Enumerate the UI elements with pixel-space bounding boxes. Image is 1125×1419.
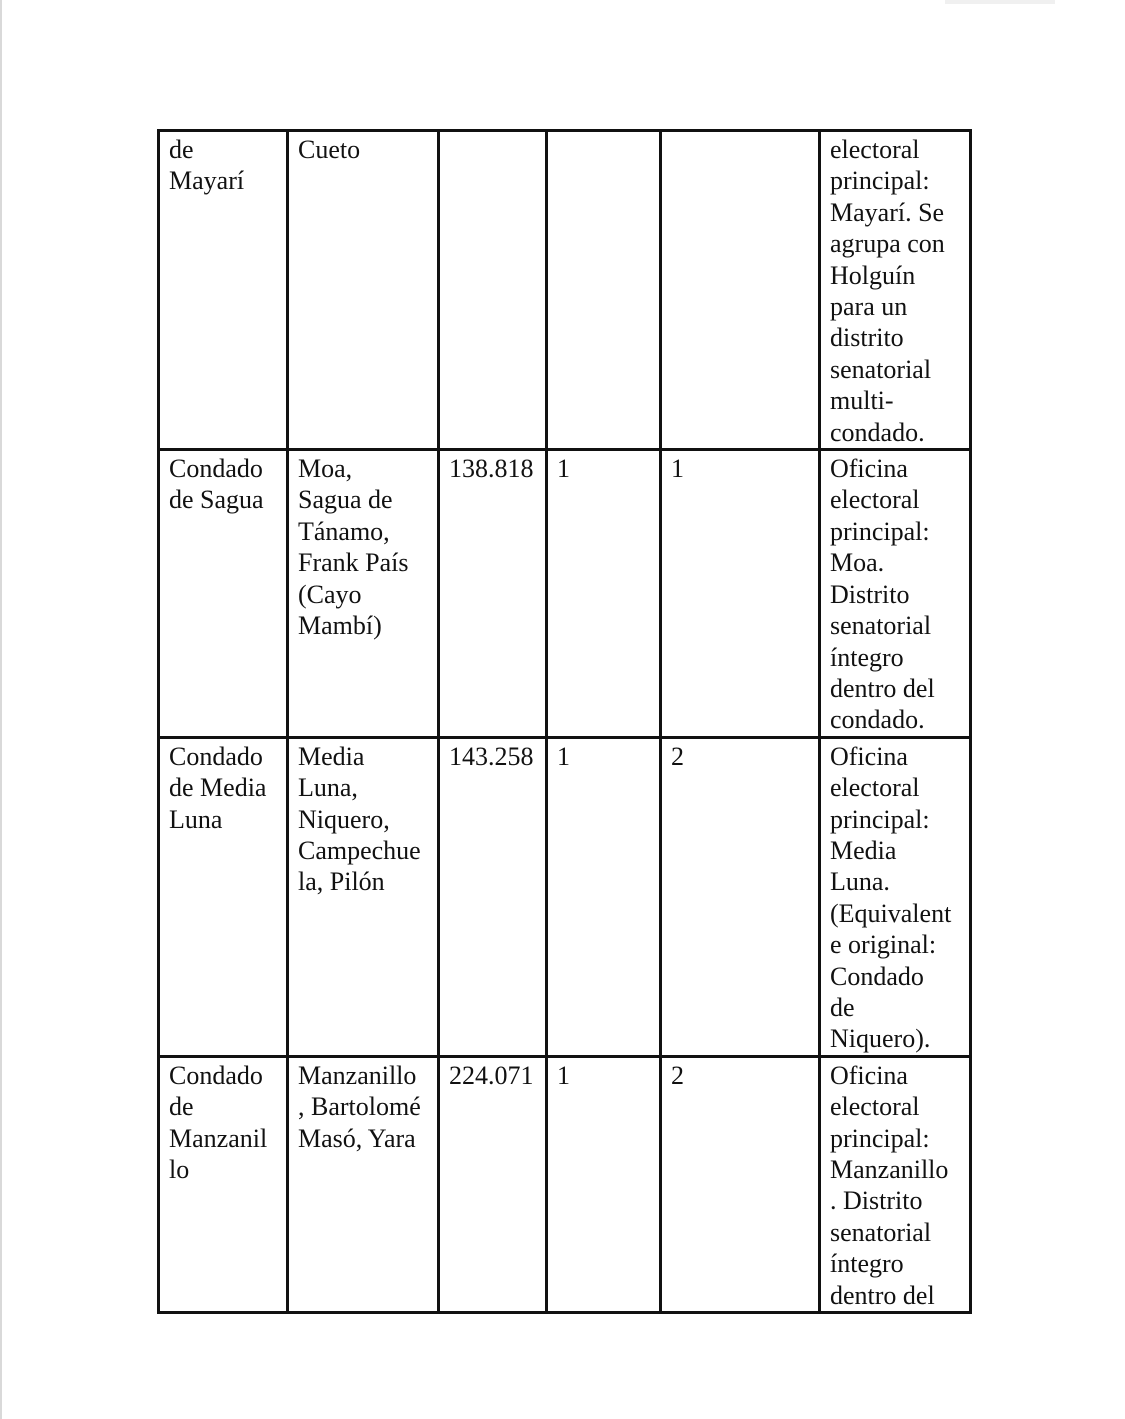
table-row <box>159 1056 971 1312</box>
cell-municipios: Moa, Sagua de Tánamo, Frank País (Cayo Mambí) <box>288 450 439 738</box>
cell-poblacion: 224.071 <box>439 1056 547 1312</box>
table-row <box>159 737 971 1056</box>
cell-notas: Oficina electoral principal: Moa. Distrito senatorial íntegro dentro del condado. <box>820 450 971 738</box>
table-row <box>159 450 971 738</box>
cell-col5 <box>661 131 820 450</box>
cell-municipios: Manzanillo , Bartolomé Masó, Yara <box>288 1056 439 1312</box>
cell-condado: Condado de Media Luna <box>159 737 288 1056</box>
cell-poblacion <box>439 131 547 450</box>
cell-municipios: Media Luna, Niquero, Campechue la, Pilón <box>288 737 439 1056</box>
cell-notas: Oficina electoral principal: Media Luna. (Equivalent e original: Condado de Niquero). <box>820 737 971 1056</box>
cell-notas: Oficina electoral principal: Manzanillo . Distrito senatorial íntegro dentro del <box>820 1056 971 1312</box>
cell-col4 <box>547 131 661 450</box>
data-table <box>157 129 972 1314</box>
cell-col5: 1 <box>661 450 820 738</box>
cell-notas: electoral principal: Mayarí. Se agrupa con Holguín para un distrito senatorial multi- condado. <box>820 131 971 450</box>
cell-municipios: Cueto <box>288 131 439 450</box>
scan-edge-mark <box>945 0 1055 4</box>
cell-condado: Condado de Manzanil lo <box>159 1056 288 1312</box>
cell-col4: 1 <box>547 737 661 1056</box>
table-row <box>159 131 971 450</box>
cell-col4: 1 <box>547 450 661 738</box>
cell-col4: 1 <box>547 1056 661 1312</box>
cell-col5: 2 <box>661 737 820 1056</box>
cell-condado: de Mayarí <box>159 131 288 450</box>
cell-condado: Condado de Sagua <box>159 450 288 738</box>
cell-poblacion: 138.818 <box>439 450 547 738</box>
cell-poblacion: 143.258 <box>439 737 547 1056</box>
cell-col5: 2 <box>661 1056 820 1312</box>
